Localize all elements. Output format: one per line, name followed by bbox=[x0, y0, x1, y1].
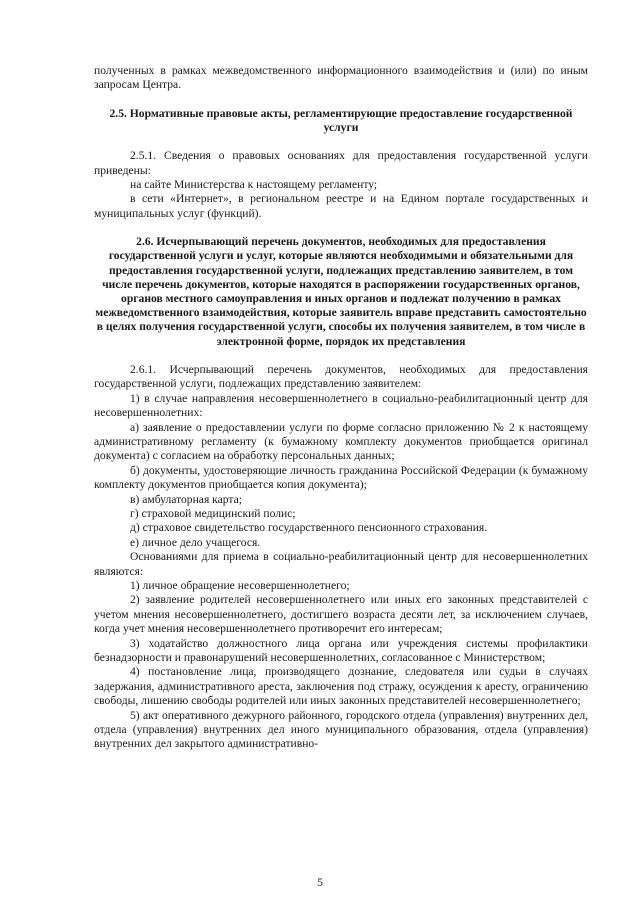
list-item: 3) ходатайство должностного лица органа или учреждения системы профилактики безнадзорности и правонарушений несовершеннолетних, согласованное с Министерством; bbox=[94, 636, 588, 664]
section-heading-2-6: 2.6. Исчерпывающий перечень документов, необходимых для предоставления государственной услуги и услуг, которые являются необходимыми и обязательными для предоставления государственной услуги, подлежащих представлению заявителем, в том числе перечень документов, которые находятся в распоряжении государственных органов, органов местного самоуправления и иных органов и подлежат получению в рамках межведомственного взаимодействия, которые заявитель вправе представить самостоятельно в целях получения государственной услуги, способы их получения заявителем, в том числе в электронной форме, порядок их представления bbox=[95, 235, 587, 348]
list-item: 1) в случае направления несовершеннолетнего в социально-реабилитационный центр для несовершеннолетних: bbox=[94, 391, 588, 420]
list-item: в) амбулаторная карта; bbox=[130, 492, 243, 506]
paragraph-2-5-1: 2.5.1. Сведения о правовых основаниях для предоставления государственной услуги приведены: bbox=[94, 149, 588, 177]
list-item: б) документы, удостоверяющие личность гражданина Российской Федерации (к бумажному комплекту документов приобщается копия документа); bbox=[94, 463, 588, 492]
paragraph-2-5-1-a: на сайте Министерства к настоящему регламенту; bbox=[130, 178, 378, 192]
list-item: г) страховой медицинский полис; bbox=[130, 506, 296, 520]
paragraph-continuation: полученных в рамках межведомственного информационного взаимодействия и (или) по иным запросам Центра. bbox=[94, 64, 588, 92]
list-item: 4) постановление лица, производящего дознание, следователя или судьи в случаях задержания, административного ареста, заключения под стражу, осуждения к аресту, ограничению свободы, лишению свободы родителей или иных законных представителей несовершеннолетнего; bbox=[94, 665, 588, 708]
section-heading-2-5: 2.5. Нормативные правовые акты, регламентирующие предоставление государственной услуги bbox=[109, 106, 573, 135]
document-page bbox=[94, 64, 588, 752]
list-item: а) заявление о предоставлении услуги по форме согласно приложению № 2 к настоящему административному регламенту (к бумажному комплекту документов приобщается оригинал документа) с согласием на обработку персональных данных; bbox=[94, 420, 588, 463]
paragraph-2-5-1-b: в сети «Интернет», в региональном реестре и на Едином портале государственных и муниципальных услуг (функций). bbox=[94, 192, 588, 220]
list-item: е) личное дело учащегося. bbox=[130, 535, 261, 549]
page-number: 5 bbox=[317, 876, 323, 889]
paragraph-2-6-1: 2.6.1. Исчерпывающий перечень документов, необходимых для предоставления государственной услуги, подлежащих представлению заявителем: bbox=[94, 362, 588, 391]
list-item: д) страховое свидетельство государственного пенсионного страхования. bbox=[130, 521, 488, 535]
list-item: 1) личное обращение несовершеннолетнего; bbox=[130, 578, 350, 592]
list-item: 2) заявление родителей несовершеннолетнего или иных его законных представителей с учетом мнения несовершеннолетнего, достигшего возраста десяти лет, за исключением случаев, когда учет мнения несовершеннолетнего противоречит его интересам; bbox=[94, 593, 588, 636]
paragraph-grounds: Основаниями для приема в социально-реабилитационный центр для несовершеннолетних являются: bbox=[94, 550, 588, 578]
list-item: 5) акт оперативного дежурного районного, городского отдела (управления) внутренних дел, отдела (управления) внутренних дел иного муниципального образования, отдела (управления) внутренних дел закрытого административно- bbox=[94, 708, 588, 751]
